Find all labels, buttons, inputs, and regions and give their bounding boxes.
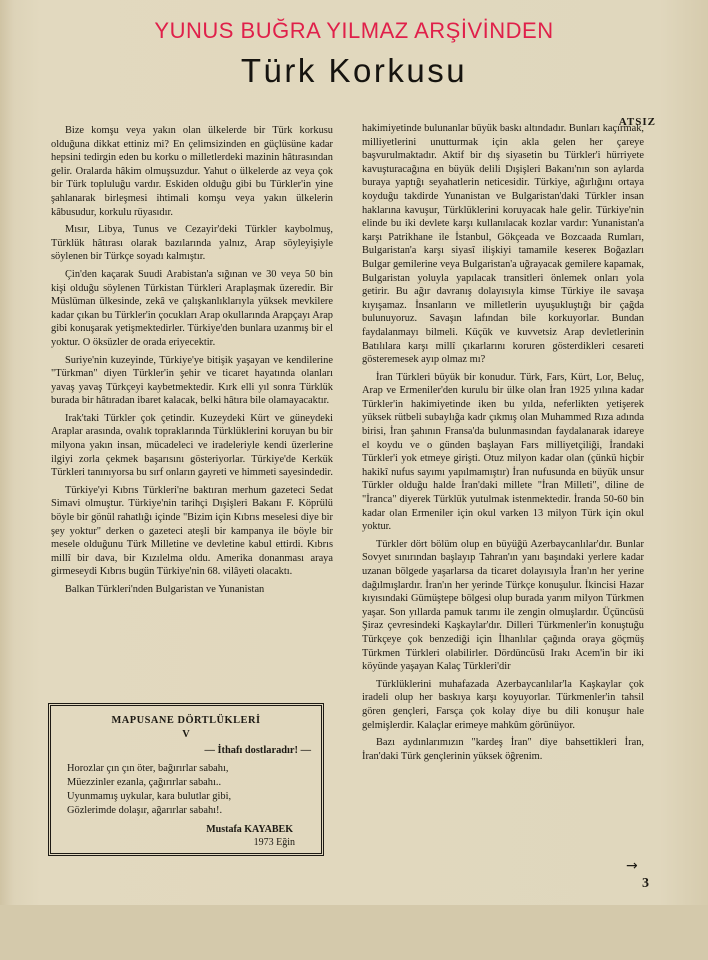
article-title: Türk Korkusu: [240, 52, 468, 89]
bottom-margin: [0, 905, 708, 960]
poem-box: [48, 703, 324, 856]
paragraph: Irak'taki Türkler çok çetindir. Kuzeydeki Kürt ve güneydeki Araplar arasında, ovalık topraklarında Türklüklerini koruyan bu bir milyona yakın insan, mücadeleci ve iradeleriyle kendi üzerlerine ilgiyi zorla çekmek başarısını gösteriyorlar. Türkiye'de Kerkük Türkleri tanınıyorsa bu sırf onların gayreti ve himmeti sayesindedir.: [51, 412, 333, 479]
poem-line: Müezzinler ezanla, çağırırlar sabahı..: [67, 777, 222, 788]
page-number: 3: [642, 876, 649, 891]
poem-signature: Mustafa KAYABEK: [206, 824, 293, 835]
article-author: ATSIZ: [618, 116, 656, 128]
poem-line: Gözlerimde dolaşır, ağarırlar sabahı!.: [67, 805, 223, 816]
poem-dedication: — İthafı dostlaradır! —: [204, 745, 311, 756]
paragraph: Bazı aydınlarımızın "kardeş İran" diye bahsettikleri İran, İran'daki Türk gençlerinin yüksek öğrenim.: [362, 737, 644, 762]
paragraph: Çin'den kaçarak Suudi Arabistan'a sığınan ve 30 veya 50 bin kişi olduğu söylenen Türkistan Türkleri Araplaşmak üzeredir. Bir Müslüman ülkesinde, zekâ ve çalışkanlıklarıyla yüksek mevkilere kadar çıkan bu Türkler'in çocukları Arap okullarında Arapçayı Arap gibi konuşarak yetişmektedirler. Türkiye'den bunlara uzanmış bir el yoktur. O öksüzler de orada eriyecektir.: [51, 268, 333, 348]
column-gutter: [349, 122, 350, 862]
paragraph: Balkan Türkleri'nden Bulgaristan ve Yunanistan: [65, 584, 265, 595]
left-column: [51, 124, 333, 597]
poem-place-year: 1973 Eğin: [253, 837, 295, 848]
paragraph: Türkler dört bölüm olup en büyüğü Azerbaycanlılar'dır. Bunlar Sovyet sınırından başlayıp Tahran'ın yanı başındaki yerlere kadar uzanan bölgede yaşarlarsa da ticaret dolayısıyla İran'ın her yerine dağılmışlardır. İran'ın her yerinde Türkçe konuşulur. İkincisi Hazar kıyısındaki Gümüştepe bölgesi olup burada yarım milyon Türkmen yaşar. Son yıllarda pamuk tarımı ile zengin olmuşlardır. Üçüncüsü Şiraz çevresindeki Kaşkaylar'dır. Dilleri Türkmenler'in konuştuğu Türkçeye çok benzediği için İlhanlılar çağında oraya göçmüş Türkmen Türkleri olabilirler. Dördüncüsü Irakı Acem'in bir iki köyünde yaşayan Kalaç Türkleri'dir: [362, 538, 644, 673]
archive-banner: YUNUS BUĞRA YILMAZ ARŞİVİNDEN: [154, 18, 554, 43]
paragraph: hakimiyetinde bulunanlar büyük baskı altındadır. Bunları kaçırmak, milliyetlerini unutturmak için akla gelen her çareye başvurulmaktadır. Aktif bir dış siyasetin bu Türkler'i hürriyete kavuşturacağına en büyük delili Dışişleri Bakanı'nın son aylarda buraya yaptığı seyahatlerin neticesidir. Türkiye, ağırlığını ortaya koyduğu takdirde Yunanistan ve Bulgaristan'daki Türkler insan haklarına kavuşur, Türklüklerini koruyacak hale gelir. Türkiye'nin elinde bu iki devlete karşı kullanılacak kozlar vardır: Yunanistan'a karşı Patrikhane ile İstanbul, Gökçeada ve Bozcaada Rumları, Bulgaristan'a karşı siyasî ilişkiyi tamamile kesereк Boğazları Bulgar gemilerine veya Bulgaristan'a uğrayacak gemilere kapamak, Bulgaristan yoluyla yapılacak transitleri önlemek onları yola getirir. Bu ağır davranış dolayısıyla kimse Türkiye ile savaşa kıyışamaz. İnsanların ve milletlerin uyuşukluştığı bir çağda bulunuyoruz. Savaşın lafından bile korkuyorlar. Bundan faydalanmayı bilmeli. Küçük ve kuvvetsiz Arap devletlerinin Batılılara karşı millî çıkarlarını koruren gösterdikleri cesareti gösteremesek ayıp olmaz mı?: [362, 123, 644, 366]
poem-title: MAPUSANE DÖRTLÜKLERİ: [111, 715, 261, 726]
paragraph: Türkiye'yi Kıbrıs Türkleri'ne baktıran merhum gazeteci Sedat Simavi olmuştur. Türkiye'nin tarihçi Dışişleri Bakanı F. Köprülü böyle bir gönül rahatlığı içinde "Bizim için Kıbrıs meselesi diye bir şey yoktur" derken o gazeteci ateşli bir kampanya ile böyle bir mesele olduğunu Türk Milletine ve devletine kabul ettirdi. Kıbrıs millî bir dava, bir Kızılelma oldu. Amerika donanması araya girmeseydi Kıbrıs bugün Türkiye'nin 68. vilâyeti olacaktı.: [51, 484, 333, 578]
continue-arrow-icon: →: [626, 858, 638, 874]
paragraph: Bize komşu veya yakın olan ülkelerde bir Türk korkusu olduğuna dikkat ettiniz mi? En çelimsizinden en güçlüsüne kadar hepsini tedirgin eden bu korku o milletlerdeki mazinin hâtırasından gelir. Oralarda hâkim olmuşsuzdur. Yahut o ülkelerde az veya çok bir Türk topluluğu vardır. Eskiden olduğu gibi bu Türkler'in yine şahlanarak birleşmesi ihtimali komşu veya yakın ülkelerin kâbusudur, korkulu rüyasıdır.: [51, 125, 333, 218]
poem-stanza: [67, 762, 315, 818]
poem-line: Horozlar çın çın öter, bağırırlar sabahı,: [67, 763, 229, 774]
paragraph: Türklüklerini muhafazada Azerbaycanlılar'la Kaşkaylar çok iradeli olup her baskıya karşı koyuyorlar. Türkmenler'in tahsil gören gençleri, Farsça çok kolay diye bu dili konuşur hale gelmişlerdir. Kalaçlar erimeye mahkûm görünüyor.: [362, 678, 644, 731]
paragraph: Suriye'nin kuzeyinde, Türkiye'ye bitişik yaşayan ve kendilerine "Türkman" diyen Türkler'in şehir ve ticaret hayatında olanları yavaş yavaş Türkçeyi kaybetmektedir. Kırk elli yıl sonra Türklük burada bir hâtıradan ibaret kalacak, belki hâtıra bile olamayacaktır.: [51, 354, 333, 407]
paragraph: Mısır, Libya, Tunus ve Cezayir'deki Türkler kaybolmuş, Türklük hâtırası olarak bazılarında yalnız, Arap söyleyişiyle söylenen bir Türkçe soyadı kalmıştır.: [51, 224, 333, 263]
right-column: [362, 122, 644, 763]
poem-number: V: [182, 729, 190, 740]
paragraph: İran Türkleri büyük bir konudur. Türk, Fars, Kürt, Lor, Beluç, Arap ve Ermeniler'den kurulu bir ülke olan İran 1925 yılına kadar Türkler'in hakimiyetinde iken bu yılda, neferlikten yetişerek yüksek rütbeli subaylığa kadr çıkmış olan Muhammed Rıza adında birisi, İran şahının Fransa'da bulunmasından faydalanarak idareye el koydu ve o günden başlayan Fars milliyetçiliği, İrandaki Türkler'i yok etmeye girişti. Otuz milyon kadar olan (çünkü hiçbir hakikî nufus sayımı yapılmamıştır) İran nufusunda en büyük unsur Türkler olduğu halde İran'daki millete "İran Milleti", diline de "İranca" diyerek Türklük yutulmak istenmektedir. İranda 50-60 bin kadar olan Ermeniler için okul varken 13 milyon Türk için okul yoktur.: [362, 371, 644, 533]
poem-line: Uyunmamış uykular, kara bulutlar gibi,: [67, 791, 232, 802]
